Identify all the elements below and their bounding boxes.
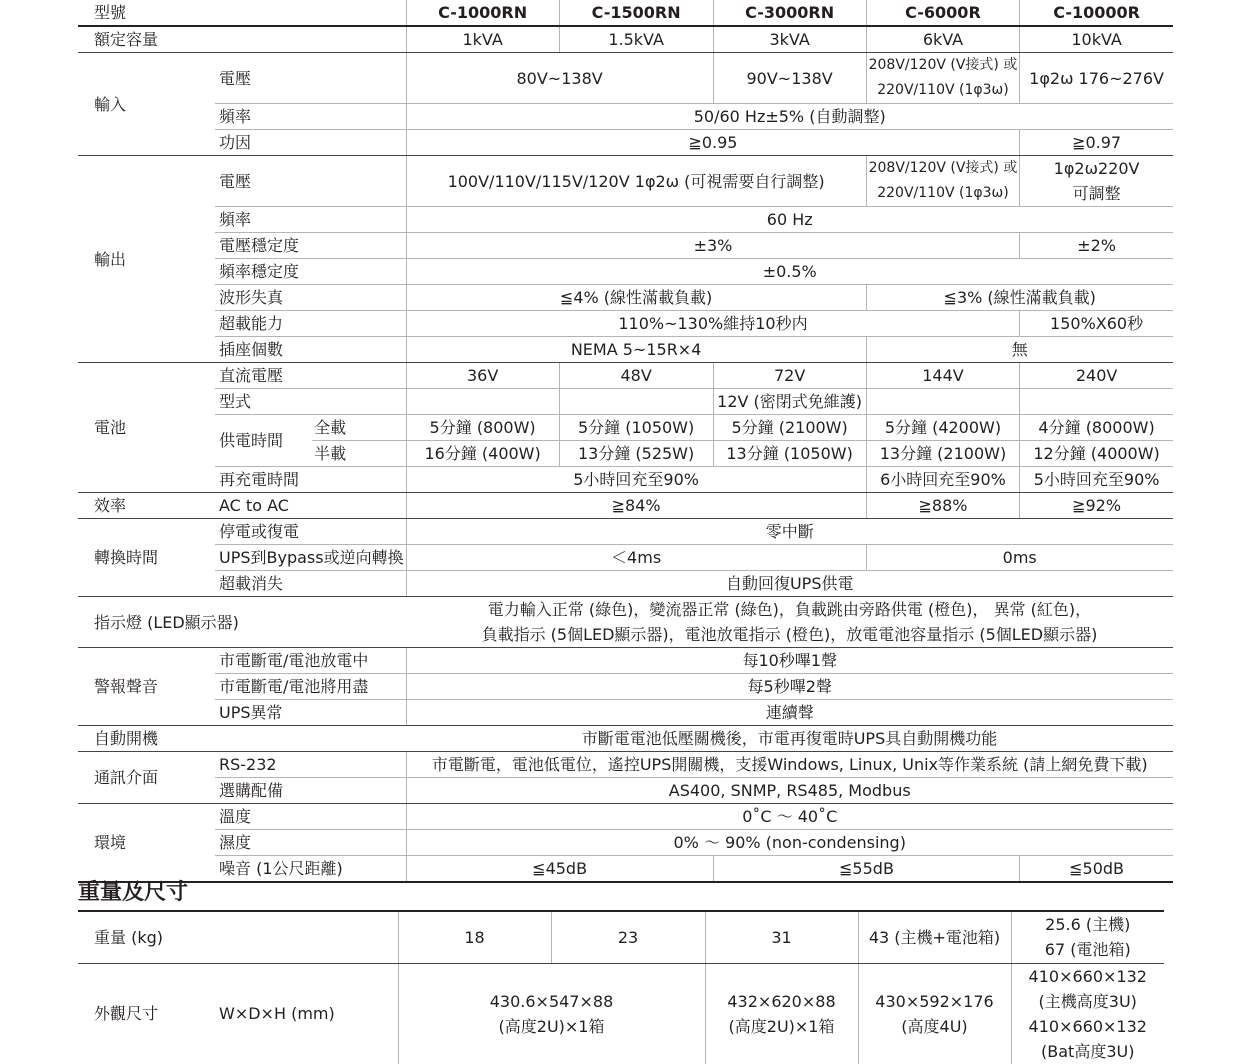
model-1: C-1000RN xyxy=(406,0,559,26)
output-frequency-label: 頻率 xyxy=(215,207,406,233)
input-voltage-v4 xyxy=(866,53,1020,104)
weight-v5b: 67 (電池箱) xyxy=(1044,940,1131,960)
output-voltage-v5 xyxy=(1020,156,1173,207)
battery-type-empty-5 xyxy=(1020,389,1173,415)
battery-type-empty-2 xyxy=(559,389,713,415)
battery-half-label: 半載 xyxy=(312,441,406,467)
output-voltage-label: 電壓 xyxy=(215,156,406,207)
battery-type-label: 型式 xyxy=(215,389,406,415)
capacity-label: 額定容量 xyxy=(78,26,406,53)
dims-v5 xyxy=(1011,963,1164,1064)
alarm-group-label: 警報聲音 xyxy=(78,648,215,726)
battery-recharge-v5: 5小時回充至90% xyxy=(1020,467,1173,493)
output-voltage-v5b: 可調整 xyxy=(1072,184,1121,203)
output-frequency-value: 60 Hz xyxy=(406,207,1173,233)
dims-v5d: (Bat高度3U) xyxy=(1041,1041,1135,1061)
autostart-value: 市斷電電池低壓關機後，市電再復電時UPS具自動開機功能 xyxy=(406,726,1173,752)
model-label: 型號 xyxy=(78,0,406,26)
battery-group-label: 電池 xyxy=(78,363,215,493)
battery-full-3: 5分鐘 (2100W) xyxy=(713,415,866,441)
model-row xyxy=(78,0,1173,26)
efficiency-label: 效率 xyxy=(78,493,215,519)
efficiency-v4: ≧88% xyxy=(866,493,1020,519)
env-humidity-label: 濕度 xyxy=(215,830,406,856)
transfer-bypass-row xyxy=(78,545,1173,571)
output-vreg-v5: ±2% xyxy=(1020,233,1173,259)
transfer-outage-value: 零中斷 xyxy=(406,519,1173,545)
output-outlets-v45: 無 xyxy=(866,337,1173,363)
battery-dc-row xyxy=(78,363,1173,389)
battery-recharge-label: 再充電時間 xyxy=(215,467,406,493)
output-freg-label: 頻率穩定度 xyxy=(215,259,406,285)
weight-v5a: 25.6 (主機) xyxy=(1045,915,1131,935)
weight-dims-title: 重量及尺寸 xyxy=(78,880,189,905)
alarm-discharging-value: 每10秒嗶1聲 xyxy=(406,648,1173,674)
alarm-low-label: 市電斷電/電池將用盡 xyxy=(215,674,406,700)
battery-full-5: 4分鐘 (8000W) xyxy=(1020,415,1173,441)
output-voltage-v4 xyxy=(866,156,1020,207)
env-noise-v12: ≦45dB xyxy=(406,856,713,883)
battery-full-4: 5分鐘 (4200W) xyxy=(866,415,1020,441)
input-voltage-v3: 90V~138V xyxy=(713,53,866,104)
dims-sub: W×D×H (mm) xyxy=(219,1004,335,1023)
weight-row xyxy=(78,911,1164,963)
model-3: C-3000RN xyxy=(713,0,866,26)
env-noise-v34: ≦55dB xyxy=(713,856,1020,883)
battery-type-row xyxy=(78,389,1173,415)
output-outlets-label: 插座個數 xyxy=(215,337,406,363)
comm-optional-value: AS400, SNMP, RS485, Modbus xyxy=(406,778,1173,804)
input-pf-v14: ≧0.95 xyxy=(406,130,1020,156)
input-voltage-v12: 80V~138V xyxy=(406,53,713,104)
battery-dc-2: 48V xyxy=(559,363,713,389)
battery-type-empty-4 xyxy=(866,389,1020,415)
input-voltage-label: 電壓 xyxy=(215,53,406,104)
led-label: 指示燈 (LED顯示器) xyxy=(78,597,406,648)
battery-half-2: 13分鐘 (525W) xyxy=(559,441,713,467)
input-voltage-v5: 1φ2ω 176~276V xyxy=(1020,53,1173,104)
battery-half-1: 16分鐘 (400W) xyxy=(406,441,559,467)
comm-rs232-value: 市電斷電，電池低電位，遙控UPS開關機，支援Windows, Linux, Unix等作業系統 (請上網免費下載) xyxy=(406,752,1173,778)
battery-type-empty-1 xyxy=(406,389,559,415)
alarm-discharging-label: 市電斷電/電池放電中 xyxy=(215,648,406,674)
comm-optional-label: 選購配備 xyxy=(215,778,406,804)
dims-v5c: 410×660×132 xyxy=(1028,1016,1147,1036)
dims-v4b: (高度4U) xyxy=(901,1016,968,1036)
transfer-outage-label: 停電或復電 xyxy=(215,519,406,545)
dims-v3a: 432×620×88 xyxy=(727,991,836,1011)
weight-v5 xyxy=(1011,911,1164,963)
env-temp-value: 0˚C ～ 40˚C xyxy=(406,804,1173,830)
battery-half-4: 13分鐘 (2100W) xyxy=(866,441,1020,467)
dims-v3b: (高度2U)×1箱 xyxy=(728,1016,835,1036)
output-thd-label: 波形失真 xyxy=(215,285,406,311)
dims-v12a: 430.6×547×88 xyxy=(489,991,614,1011)
alarm-fault-row xyxy=(78,700,1173,726)
output-thd-v13: ≦4% (線性滿載負載) xyxy=(406,285,866,311)
output-group-label: 輸出 xyxy=(78,156,215,363)
output-overload-v5: 150%X60秒 xyxy=(1020,311,1173,337)
transfer-overload-value: 自動回復UPS供電 xyxy=(406,571,1173,597)
battery-dc-3: 72V xyxy=(713,363,866,389)
input-pf-row xyxy=(78,130,1173,156)
battery-type-value: 12V (密閉式免維護) xyxy=(713,389,866,415)
battery-dc-5: 240V xyxy=(1020,363,1173,389)
battery-full-row xyxy=(78,415,1173,441)
model-5: C-10000R xyxy=(1020,0,1173,26)
env-noise-row xyxy=(78,856,1173,883)
battery-recharge-v13: 5小時回充至90% xyxy=(406,467,866,493)
dims-v4 xyxy=(858,963,1011,1064)
output-overload-v14: 110%~130%維持10秒内 xyxy=(406,311,1020,337)
capacity-2: 1.5kVA xyxy=(559,26,713,53)
battery-full-1: 5分鐘 (800W) xyxy=(406,415,559,441)
capacity-row xyxy=(78,26,1173,53)
input-group-label: 輸入 xyxy=(78,53,215,156)
env-humidity-value: 0% ～ 90% (non-condensing) xyxy=(406,830,1173,856)
env-temp-label: 溫度 xyxy=(215,804,406,830)
battery-dc-1: 36V xyxy=(406,363,559,389)
weight-v4: 43 (主機+電池箱) xyxy=(858,911,1011,963)
battery-recharge-row xyxy=(78,467,1173,493)
spec-table xyxy=(78,0,1173,883)
led-value xyxy=(406,597,1173,648)
efficiency-v5: ≧92% xyxy=(1020,493,1173,519)
output-outlets-row xyxy=(78,337,1173,363)
weight-v3: 31 xyxy=(705,911,858,963)
battery-backup-label: 供電時間 xyxy=(215,415,312,467)
comm-rs232-label: RS-232 xyxy=(215,752,406,778)
dims-v12 xyxy=(398,963,705,1064)
output-overload-label: 超載能力 xyxy=(215,311,406,337)
output-outlets-v13: NEMA 5~15R×4 xyxy=(406,337,866,363)
output-vreg-v14: ±3% xyxy=(406,233,1020,259)
autostart-label: 自動開機 xyxy=(78,726,406,752)
input-pf-v5: ≧0.97 xyxy=(1020,130,1173,156)
led-line-1: 電力輸入正常 (綠色)，變流器正常 (綠色)，負載跳由旁路供電 (橙色)， 異常 (紅色)， xyxy=(487,600,1092,619)
input-voltage-v4a: 208V/120V (V接式) 或 xyxy=(868,57,1018,73)
alarm-fault-label: UPS異常 xyxy=(215,700,406,726)
output-freg-row xyxy=(78,259,1173,285)
dims-v4a: 430×592×176 xyxy=(875,991,994,1011)
capacity-1: 1kVA xyxy=(406,26,559,53)
dims-v3 xyxy=(705,963,858,1064)
dims-v12b: (高度2U)×1箱 xyxy=(498,1016,605,1036)
autostart-row xyxy=(78,726,1173,752)
alarm-low-row xyxy=(78,674,1173,700)
output-vreg-label: 電壓穩定度 xyxy=(215,233,406,259)
battery-half-5: 12分鐘 (4000W) xyxy=(1020,441,1173,467)
led-line-2: 負載指示 (5個LED顯示器)，電池放電指示 (橙色)，放電電池容量指示 (5個LED顯示器) xyxy=(481,625,1098,644)
env-group-label: 環境 xyxy=(78,804,215,883)
env-noise-v5: ≦50dB xyxy=(1020,856,1173,883)
input-frequency-row xyxy=(78,104,1173,130)
dims-v5b: (主機高度3U) xyxy=(1038,991,1137,1011)
output-voltage-v4a: 208V/120V (V接式) 或 xyxy=(868,160,1018,176)
output-overload-row xyxy=(78,311,1173,337)
env-temp-row xyxy=(78,804,1173,830)
efficiency-v13: ≧84% xyxy=(406,493,866,519)
battery-dc-label: 直流電壓 xyxy=(215,363,406,389)
battery-dc-4: 144V xyxy=(866,363,1020,389)
transfer-bypass-v45: 0ms xyxy=(866,545,1173,571)
transfer-overload-row xyxy=(78,571,1173,597)
transfer-outage-row xyxy=(78,519,1173,545)
transfer-bypass-label: UPS到Bypass或逆向轉換 xyxy=(215,545,406,571)
dims-v5a: 410×660×132 xyxy=(1028,966,1147,986)
model-4: C-6000R xyxy=(866,0,1020,26)
env-noise-label: 噪音 (1公尺距離) xyxy=(215,856,406,883)
output-frequency-row xyxy=(78,207,1173,233)
capacity-4: 6kVA xyxy=(866,26,1020,53)
alarm-fault-value: 連續聲 xyxy=(406,700,1173,726)
battery-recharge-v4: 6小時回充至90% xyxy=(866,467,1020,493)
efficiency-sub: AC to AC xyxy=(215,493,406,519)
input-frequency-value: 50/60 Hz±5% (自動調整) xyxy=(406,104,1173,130)
dims-label: 外觀尺寸 xyxy=(94,1004,159,1023)
transfer-overload-label: 超載消失 xyxy=(215,571,406,597)
comm-rs232-row xyxy=(78,752,1173,778)
weight-v1: 18 xyxy=(398,911,551,963)
efficiency-row xyxy=(78,493,1173,519)
env-humidity-row xyxy=(78,830,1173,856)
dims-row xyxy=(78,963,1164,1064)
weight-v2: 23 xyxy=(551,911,705,963)
alarm-low-value: 每5秒嗶2聲 xyxy=(406,674,1173,700)
input-voltage-v4b: 220V/110V (1φ3ω) xyxy=(877,82,1009,98)
output-vreg-row xyxy=(78,233,1173,259)
input-frequency-label: 頻率 xyxy=(215,104,406,130)
alarm-discharging-row xyxy=(78,648,1173,674)
battery-half-3: 13分鐘 (1050W) xyxy=(713,441,866,467)
capacity-5: 10kVA xyxy=(1020,26,1173,53)
comm-group-label: 通訊介面 xyxy=(78,752,215,804)
output-voltage-v5a: 1φ2ω220V xyxy=(1053,159,1140,178)
input-pf-label: 功因 xyxy=(215,130,406,156)
model-2: C-1500RN xyxy=(559,0,713,26)
led-row xyxy=(78,597,1173,648)
input-voltage-row xyxy=(78,53,1173,104)
capacity-3: 3kVA xyxy=(713,26,866,53)
output-freg-value: ±0.5% xyxy=(406,259,1173,285)
output-voltage-row xyxy=(78,156,1173,207)
weight-dims-table xyxy=(78,910,1164,1064)
output-voltage-v13: 100V/110V/115V/120V 1φ2ω (可視需要自行調整) xyxy=(406,156,866,207)
output-thd-row xyxy=(78,285,1173,311)
transfer-bypass-v13: ＜4ms xyxy=(406,545,866,571)
comm-optional-row xyxy=(78,778,1173,804)
transfer-group-label: 轉換時間 xyxy=(78,519,215,597)
output-voltage-v4b: 220V/110V (1φ3ω) xyxy=(877,185,1009,201)
weight-label: 重量 (kg) xyxy=(78,911,398,963)
battery-full-2: 5分鐘 (1050W) xyxy=(559,415,713,441)
output-thd-v45: ≦3% (線性滿載負載) xyxy=(866,285,1173,311)
battery-full-label: 全載 xyxy=(312,415,406,441)
